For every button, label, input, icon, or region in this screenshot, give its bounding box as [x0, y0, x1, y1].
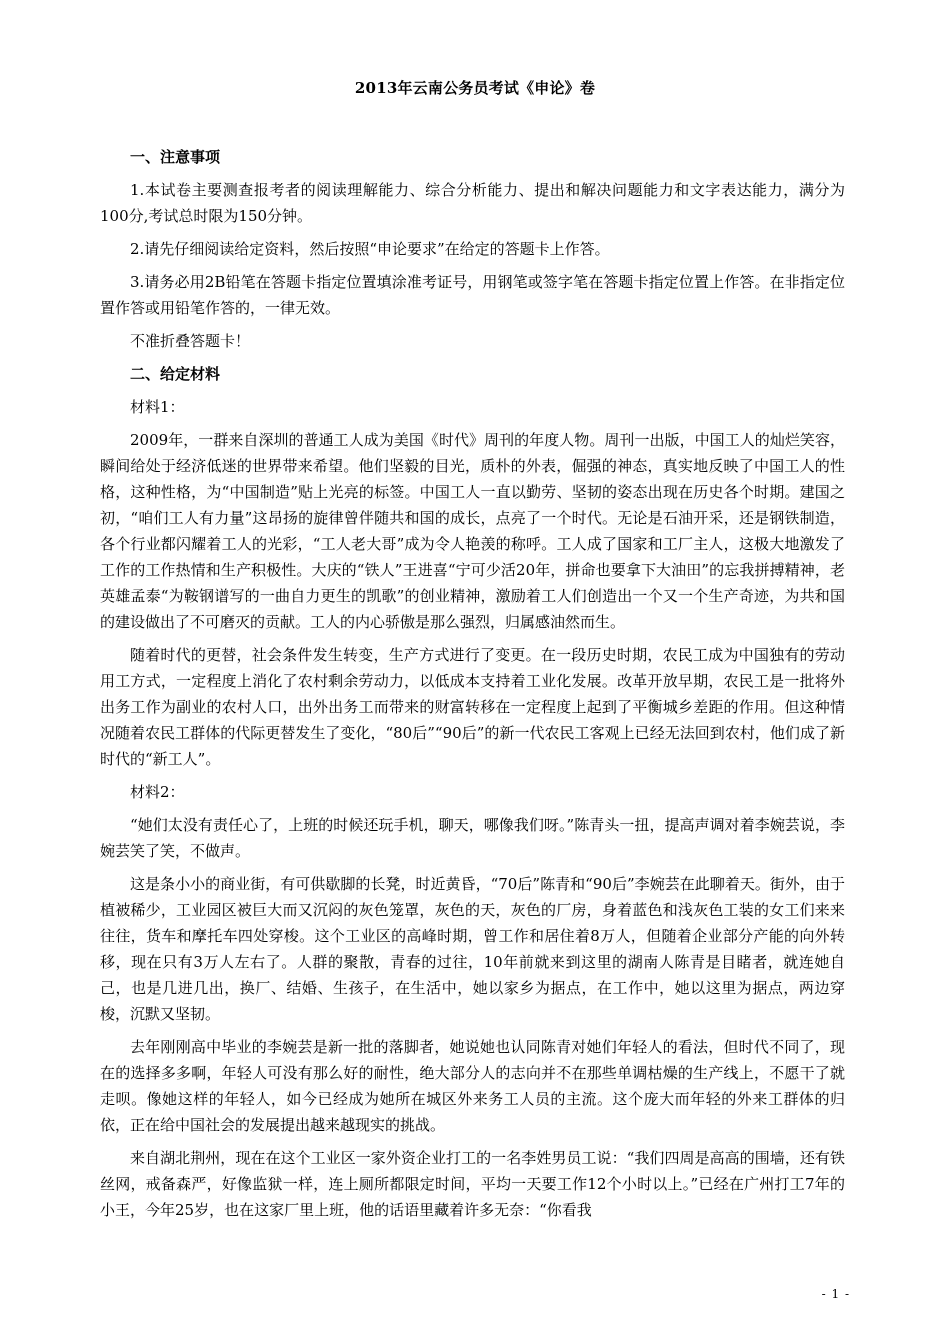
page-number: - 1 - — [821, 1287, 850, 1301]
paragraph: 2009年，一群来自深圳的普通工人成为美国《时代》周刊的年度人物。周刊一出版，中国工人的灿烂笑容，瞬间给处于经济低迷的世界带来希望。他们坚毅的目光，质朴的外表，倔强的神态，真实地反映了中国工人的性格，这种性格，为“中国制造”贴上光亮的标签。中国工人一直以勤劳、坚韧的姿态出现在历史各个时期。建国之初，“咱们工人有力量”这昂扬的旋律曾伴随共和国的成长，点亮了一个时代。无论是石油开采，还是钢铁制造，各个行业都闪耀着工人的光彩，“工人老大哥”成为令人艳羡的称呼。工人成了国家和工厂主人，这极大地激发了工作的工作热情和生产积极性。大庆的“铁人”王进喜“宁可少活20年，拼命也要拿下大油田”的忘我拼搏精神，老英雄孟泰“为鞍钢谱写的一曲自力更生的凯歌”的创业精神，激励着工人们创造出一个又一个生产奇迹，为共和国的建设做出了不可磨灭的贡献。工人的内心骄傲是那么强烈，归属感油然而生。 — [100, 431, 845, 631]
material1-label: 材料1： — [130, 398, 185, 416]
section-heading-materials: 二、给定材料 — [130, 365, 221, 383]
material2-label: 材料2： — [130, 783, 185, 801]
notice-item: 1.本试卷主要测查报考者的阅读理解能力、综合分析能力、提出和解决问题能力和文字表达能力，满分为100分,考试总时限为150分钟。 — [100, 181, 845, 225]
document-body — [100, 144, 845, 1230]
paragraph: 这是条小小的商业街，有可供歇脚的长凳，时近黄昏，“70后”陈青和“90后”李婉芸在此聊着天。街外，由于植被稀少，工业园区被巨大而又沉闷的灰色笼罩，灰色的天，灰色的厂房，身着蓝色和浅灰色工装的女工们来来往往，货车和摩托车四处穿梭。这个工业区的高峰时期，曾工作和居住着8万人，但随着企业部分产能的向外转移，现在只有3万人左右了。人群的聚散，青春的过往，10年前就来到这里的湖南人陈青是目睹者，就连她自己，也是几进几出，换厂、结婚、生孩子，在生活中，她以家乡为据点，在工作中，她以这里为据点，两边穿梭，沉默又坚韧。 — [100, 875, 845, 1023]
notice-item: 2.请先仔细阅读给定资料，然后按照“申论要求”在给定的答题卡上作答。 — [130, 240, 610, 258]
notice-item: 不准折叠答题卡！ — [130, 332, 251, 350]
paragraph: 来自湖北荆州，现在在这个工业区一家外资企业打工的一名李姓男员工说：“我们四周是高高的围墙，还有铁丝网，戒备森严，好像监狱一样，连上厕所都限定时间，平均一天要工作12个小时以上。”已经在广州打工7年的小王，今年25岁，也在这家厂里上班，他的话语里藏着许多无奈：“你看我 — [100, 1149, 845, 1219]
document-title: 2013年云南公务员考试《申论》卷 — [354, 79, 596, 97]
paragraph: “她们太没有责任心了，上班的时候还玩手机，聊天，哪像我们呀。”陈青头一扭，提高声调对着李婉芸说，李婉芸笑了笑，不做声。 — [100, 816, 845, 860]
notice-item: 3.请务必用2B铅笔在答题卡指定位置填涂准考证号，用钢笔或签字笔在答题卡指定位置上作答。在非指定位置作答或用铅笔作答的，一律无效。 — [100, 273, 845, 317]
paragraph: 去年刚刚高中毕业的李婉芸是新一批的落脚者，她说她也认同陈青对她们年轻人的看法，但时代不同了，现在的选择多多啊，年轻人可没有那么好的耐性，绝大部分人的志向并不在那些单调枯燥的生产线上，不愿干了就走呗。像她这样的年轻人，如今已经成为她所在城区外来务工人员的主流。这个庞大而年轻的外来工群体的归依，正在给中国社会的发展提出越来越现实的挑战。 — [100, 1038, 845, 1134]
section-heading-notice: 一、注意事项 — [130, 148, 221, 166]
paragraph: 随着时代的更替，社会条件发生转变，生产方式进行了变更。在一段历史时期，农民工成为中国独有的劳动用工方式，一定程度上消化了农村剩余劳动力，以低成本支持着工业化发展。改革开放早期，农民工是一批将外出务工作为副业的农村人口，出外出务工而带来的财富转移在一定程度上起到了平衡城乡差距的作用。但这种情况随着农民工群体的代际更替发生了变化，“80后”“90后”的新一代农民工客观上已经无法回到农村，他们成了新时代的“新工人”。 — [100, 646, 845, 768]
